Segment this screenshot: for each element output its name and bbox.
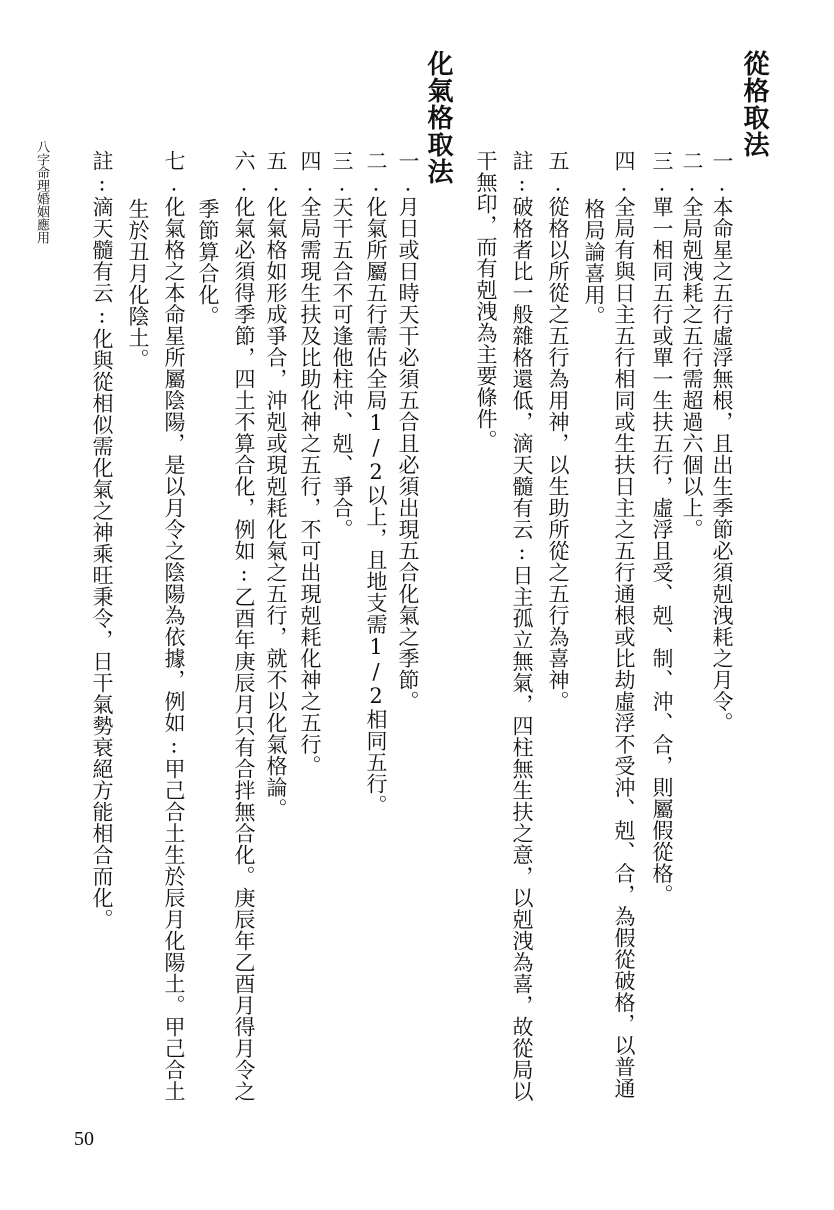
text-line: 五.從格以所從之五行為用神，以生助所從之五行為喜神。: [546, 150, 570, 712]
text-line: 四.全局需現生扶及比助化神之五行，不可出現剋耗化神之五行。: [298, 150, 322, 777]
section-title-huaqige: 化氣格取法: [423, 50, 453, 185]
annotation-line: 註:滴天髓有云:化與從相似需化氣之神乘旺秉令，日干氣勢衰絕方能相合而化。: [90, 150, 114, 930]
text-line: 五.化氣格如形成爭合，沖剋或現剋耗化氣之五行，就不以化氣格論。: [264, 150, 288, 820]
page-number: 50: [74, 1128, 94, 1150]
annotation-line: 干無印，而有剋洩為主要條件。: [474, 150, 498, 451]
text-line: 二.化氣所屬五行需佔全局1/2以上，且地支需1/2相同五行。: [364, 150, 388, 816]
text-line: 季節算合化。: [196, 198, 220, 327]
section-title-congge: 從格取法: [739, 50, 769, 158]
text-line: 四.全局有與日主五行相同或生扶日主之五行通根或比劫虛浮不受沖、剋、合，為假從破格，以普通: [612, 150, 636, 1099]
text-line: 二.全局剋洩耗之五行需超過六個以上。: [680, 150, 704, 540]
text-line: 生於丑月化陰土。: [126, 198, 150, 370]
text-line: 七.化氣格之本命星所屬陰陽，是以月令之陰陽為依據，例如:甲己合土生於辰月化陽土。甲己合土: [162, 150, 186, 1102]
text-line: 三.單一相同五行或單一生扶五行，虛浮且受、剋、制、沖、合，則屬假從格。: [650, 150, 674, 906]
text-line: 格局論喜用。: [582, 198, 606, 327]
running-header: 八字命理婚姻應用: [34, 140, 49, 244]
text-line: 三.天干五合不可逢他柱沖、剋、爭合。: [330, 150, 354, 540]
text-line: 一.月日或日時天干必須五合且必須出現五合化氣之季節。: [396, 150, 420, 712]
text-line: 六.化氣必須得季節，四土不算合化，例如:乙酉年庚辰月只有合拌無合化。庚辰年乙酉月得月令之: [232, 150, 256, 1102]
text-line: 一.本命星之五行虛浮無根，且出生季節必須剋洩耗之月令。: [710, 150, 734, 734]
annotation-line: 註:破格者比一般雜格還低，滴天髓有云:日主孤立無氣，四柱無生扶之意，以剋洩為喜，故從局以: [510, 150, 534, 1102]
